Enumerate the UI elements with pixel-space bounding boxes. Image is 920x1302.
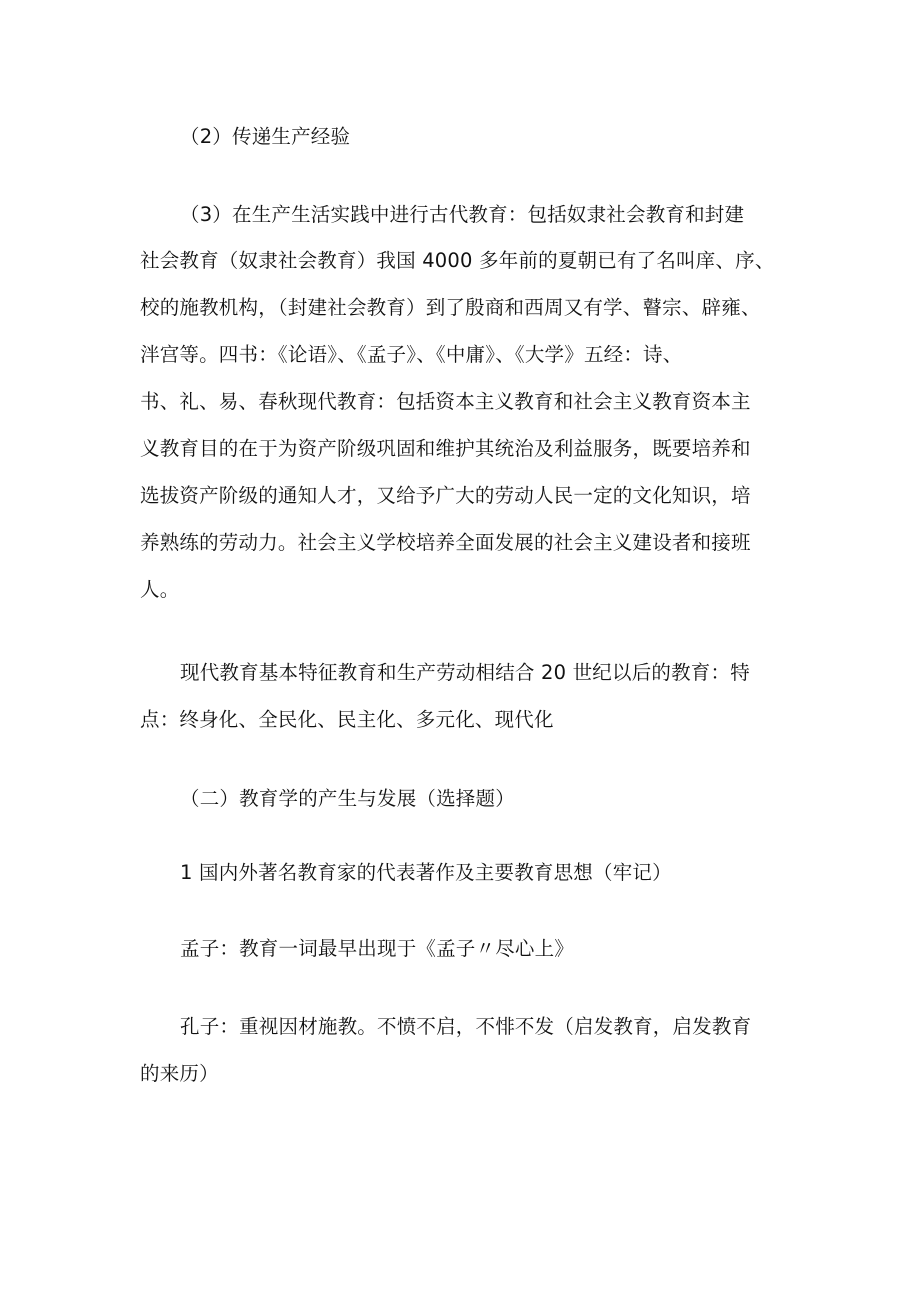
paragraph-confucius-line-1: 孔子：重视因材施教。不愤不启，不悱不发（启发教育，启发教育 bbox=[180, 1015, 752, 1038]
paragraph-modern-line-1: 现代教育基本特征教育和生产劳动相结合 20 世纪以后的教育：特 bbox=[180, 661, 750, 684]
paragraph-modern-line-2: 点：终身化、全民化、民主化、多元化、现代化 bbox=[140, 708, 554, 731]
paragraph-3-line-6: 义教育目的在于为资产阶级巩固和维护其统治及利益服务，既要培养和 bbox=[140, 437, 751, 460]
section-heading-pedagogy-development: （二）教育学的产生与发展（选择题） bbox=[180, 787, 515, 810]
paragraph-confucius-line-2: 的来历） bbox=[140, 1062, 219, 1085]
paragraph-3-line-1: （3）在生产生活实践中进行古代教育：包括奴隶社会教育和封建 bbox=[180, 203, 745, 226]
paragraph-3-line-2: 社会教育（奴隶社会教育）我国 4000 多年前的夏朝已有了名叫庠、序、 bbox=[140, 249, 775, 272]
paragraph-mencius: 孟子：教育一词最早出现于《孟子〃尽心上》 bbox=[180, 937, 575, 960]
paragraph-3-line-3: 校的施教机构，（封建社会教育）到了殷商和西周又有学、瞽宗、辟雍、 bbox=[140, 296, 761, 319]
paragraph-3-line-5: 书、礼、易、春秋现代教育：包括资本主义教育和社会主义教育资本主 bbox=[140, 390, 751, 413]
paragraph-3-line-9: 人。 bbox=[140, 578, 180, 601]
paragraph-3-line-7: 选拔资产阶级的通知人才，又给予广大的劳动人民一定的文化知识，培 bbox=[140, 484, 751, 507]
item-famous-educators: 1 国内外著名教育家的代表著作及主要教育思想（牢记） bbox=[180, 861, 672, 884]
paragraph-3-line-4: 泮宫等。四书：《论语》、《孟子》、《中庸》、《大学》五经：诗、 bbox=[140, 343, 683, 366]
paragraph-3-line-8: 养熟练的劳动力。社会主义学校培养全面发展的社会主义建设者和接班 bbox=[140, 531, 751, 554]
heading-transmit-production-experience: （2）传递生产经验 bbox=[180, 125, 351, 148]
